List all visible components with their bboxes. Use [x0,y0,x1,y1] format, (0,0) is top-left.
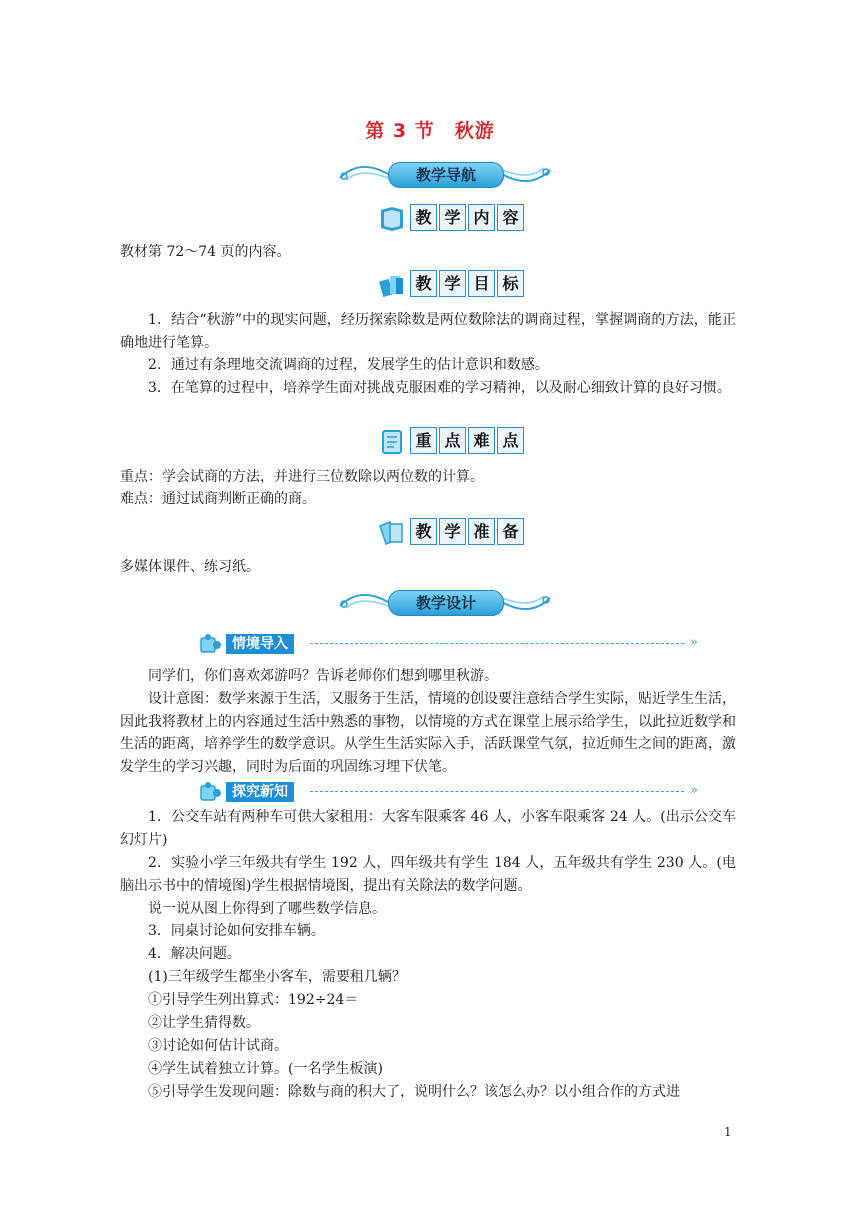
section-header-intro [198,632,698,656]
explore-paragraph: ⑤引导学生发现问题：除数与商的积大了，说明什么？该怎么办？以小组合作的方式进 [148,1084,680,1100]
notebook-icon [378,427,406,455]
explore-paragraph: ④学生试着独立计算。(一名学生板演) [148,1061,383,1077]
explore-paragraph: ②让学生猜得数。 [148,1015,260,1031]
heading-char: 重 [410,427,437,454]
heading-char: 备 [497,518,524,545]
heading-char: 学 [439,518,466,545]
heading-char: 教 [410,204,437,231]
heading-char: 教 [410,518,437,545]
section-label: 情境导入 [226,634,294,654]
heading-char: 容 [497,204,524,231]
explore-paragraph: 4．解决问题。 [148,946,241,962]
heading-char: 标 [497,270,524,297]
heading-char: 点 [439,427,466,454]
papers-icon [378,518,406,546]
banner-label: 教学导航 [388,162,504,188]
page-title: 第 3 节 秋游 [365,120,495,142]
banner-label: 教学设计 [388,590,504,616]
explore-paragraph: 说一说从图上你得到了哪些数学信息。 [148,901,386,917]
explore-paragraph: 1．公交车站有两种车可供大家租用：大客车限乘客 46 人，小客车限乘客 24 人。(出示公交车幻灯片) [120,809,736,848]
dashed-divider [310,791,684,792]
heading-char: 点 [497,427,524,454]
goal-item: 1．结合“秋游”中的现实问题，经历探索除数是两位数除法的调商过程，掌握调商的方法，能正确地进行笔算。 [120,312,736,351]
heading-char: 目 [468,270,495,297]
section-header-explore [198,780,698,804]
difficult-point: 难点：通过试商判断正确的商。 [120,491,316,507]
heading-char: 教 [410,270,437,297]
dashed-divider [310,643,684,644]
book-icon [378,204,406,232]
banner-teaching-navigation [336,156,554,192]
explore-paragraph: 2．实验小学三年级共有学生 192 人，四年级共有学生 184 人，五年级共有学生 230 人。(电脑出示书中的情境图)学生根据情境图，提出有关除法的数学问题。 [120,855,736,894]
explore-paragraph: (1)三年级学生都坐小客车，需要租几辆？ [148,969,406,985]
puzzle-icon [198,780,224,804]
double-chevron-icon: » [690,783,698,798]
section-label: 探究新知 [226,782,294,802]
explore-paragraph: ③讨论如何估计试商。 [148,1038,288,1054]
goal-item: 3．在笔算的过程中，培养学生面对挑战克服困难的学习精神，以及耐心细致计算的良好习惯。 [148,380,731,396]
heading-char: 内 [468,204,495,231]
page-number: 1 [724,1125,732,1139]
books-icon [378,270,406,298]
heading-char: 学 [439,204,466,231]
banner-teaching-design [336,584,554,620]
key-point: 重点：学会试商的方法，并进行三位数除以两位数的计算。 [120,469,484,485]
intro-paragraph: 设计意图：数学来源于生活，又服务于生活，情境的创设要注意结合学生实际，贴近学生生活，因此我将教材上的内容通过生活中熟悉的事物，以情境的方式在课堂上展示给学生，以此拉近数学和生活的距离，培养学生的数学意识。从学生生活实际入手，活跃课堂气氛，拉近师生之间的距离，激发学生的学习兴趣，同时为后面的巩固练习埋下伏笔。 [120,691,736,775]
heading-char: 学 [439,270,466,297]
content-text: 教材第 72～74 页的内容。 [120,244,291,260]
explore-paragraph: 3．同桌讨论如何安排车辆。 [148,923,325,939]
heading-char: 准 [468,518,495,545]
double-chevron-icon: » [690,635,698,650]
intro-paragraph: 同学们，你们喜欢郊游吗？告诉老师你们想到哪里秋游。 [148,668,498,684]
goal-item: 2．通过有条理地交流调商的过程，发展学生的估计意识和数感。 [148,357,549,373]
prep-text: 多媒体课件、练习纸。 [120,559,260,575]
puzzle-icon [198,632,224,656]
heading-char: 难 [468,427,495,454]
explore-paragraph: ①引导学生列出算式：192÷24＝ [148,992,359,1008]
